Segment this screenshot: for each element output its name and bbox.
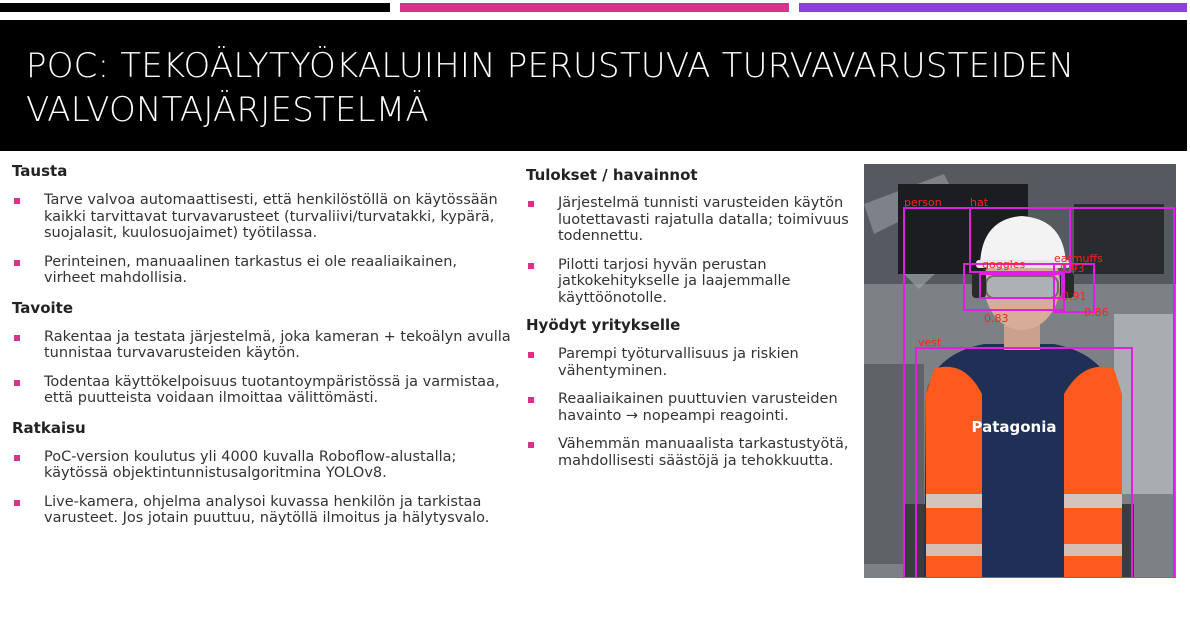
- score-other: 0.86: [1084, 306, 1109, 319]
- label-earmuffs: earmuffs: [1054, 252, 1103, 265]
- list-item: Live-kamera, ohjelma analysoi kuvassa henkilön ja tarkistaa varusteet. Jos jotain puuttuu, näytöllä ilmoitus ja hälytysvalo.: [12, 494, 512, 527]
- score-goggles: 0.83: [984, 312, 1009, 325]
- score-earmuffs: 0.93: [1060, 262, 1085, 275]
- middle-column: [526, 166, 851, 481]
- title-bar: [0, 20, 1187, 151]
- heading-tulokset: Tulokset / havainnot: [526, 166, 698, 184]
- list-item: Pilotti tarjosi hyvän perustan jatkokehitykselle ja laajemmalle käyttöönotolle.: [526, 257, 851, 307]
- list-item: Todentaa käyttökelpoisuus tuotantoympäristössä ja varmistaa, että puutteista voidaan ilmoittaa välittömästi.: [12, 374, 512, 407]
- list-tavoite: [12, 329, 512, 407]
- slide-title: [26, 44, 1166, 132]
- score-glasses: 0.91: [1062, 290, 1087, 303]
- shirt-logo-text: Patagonia: [971, 418, 1057, 436]
- list-ratkaisu: [12, 449, 512, 527]
- list-item: PoC-version koulutus yli 4000 kuvalla Roboflow-alustalla; käytössä objektintunnistusalgoritmina YOLOv8.: [12, 449, 512, 482]
- label-person: person: [904, 196, 942, 209]
- slide-title-line1: POC: TEKOÄLYTYÖKALUIHIN PERUSTUVA TURVAVARUSTEIDEN: [26, 46, 1075, 86]
- list-tulokset: [526, 195, 851, 306]
- heading-ratkaisu: Ratkaisu: [12, 418, 86, 437]
- list-item: Reaaliaikainen puuttuvien varusteiden havainto → nopeampi reagointi.: [526, 391, 851, 424]
- detection-photo: [864, 164, 1176, 578]
- label-vest: vest: [918, 336, 942, 349]
- list-item: Vähemmän manuaalista tarkastustyötä, mahdollisesti säästöjä ja tehokkuutta.: [526, 436, 851, 469]
- list-tausta: [12, 192, 512, 287]
- label-goggles: goggles: [982, 258, 1026, 271]
- list-item: Parempi työturvallisuus ja riskien vähentyminen.: [526, 346, 851, 379]
- list-item: Järjestelmä tunnisti varusteiden käytön luotettavasti rajatulla datalla; toimivuus todennettu.: [526, 195, 851, 245]
- list-item: Rakentaa ja testata järjestelmä, joka kameran + tekoälyn avulla tunnistaa turvavarusteiden käytön.: [12, 329, 512, 362]
- slide-title-line2: VALVONTAJÄRJESTELMÄ: [26, 90, 429, 130]
- list-item: Perinteinen, manuaalinen tarkastus ei ole reaaliaikainen, virheet mahdollisia.: [12, 254, 512, 287]
- heading-tavoite: Tavoite: [12, 298, 73, 317]
- accent-bar-black: [0, 3, 390, 12]
- accent-bar-purple: [799, 3, 1187, 12]
- heading-tausta: Tausta: [12, 162, 68, 180]
- list-hyodyt: [526, 346, 851, 469]
- left-column: [12, 162, 512, 539]
- heading-hyodyt: Hyödyt yritykselle: [526, 316, 681, 334]
- label-hat: hat: [970, 196, 989, 209]
- accent-bar-pink: [400, 3, 789, 12]
- detection-illustration: [864, 164, 1176, 578]
- list-item: Tarve valvoa automaattisesti, että henkilöstöllä on käytössään kaikki tarvittavat turvavarusteet (turvaliivi/turvatakki, kypärä, suojalasit, kuulosuojaimet) työtilassa.: [12, 192, 512, 242]
